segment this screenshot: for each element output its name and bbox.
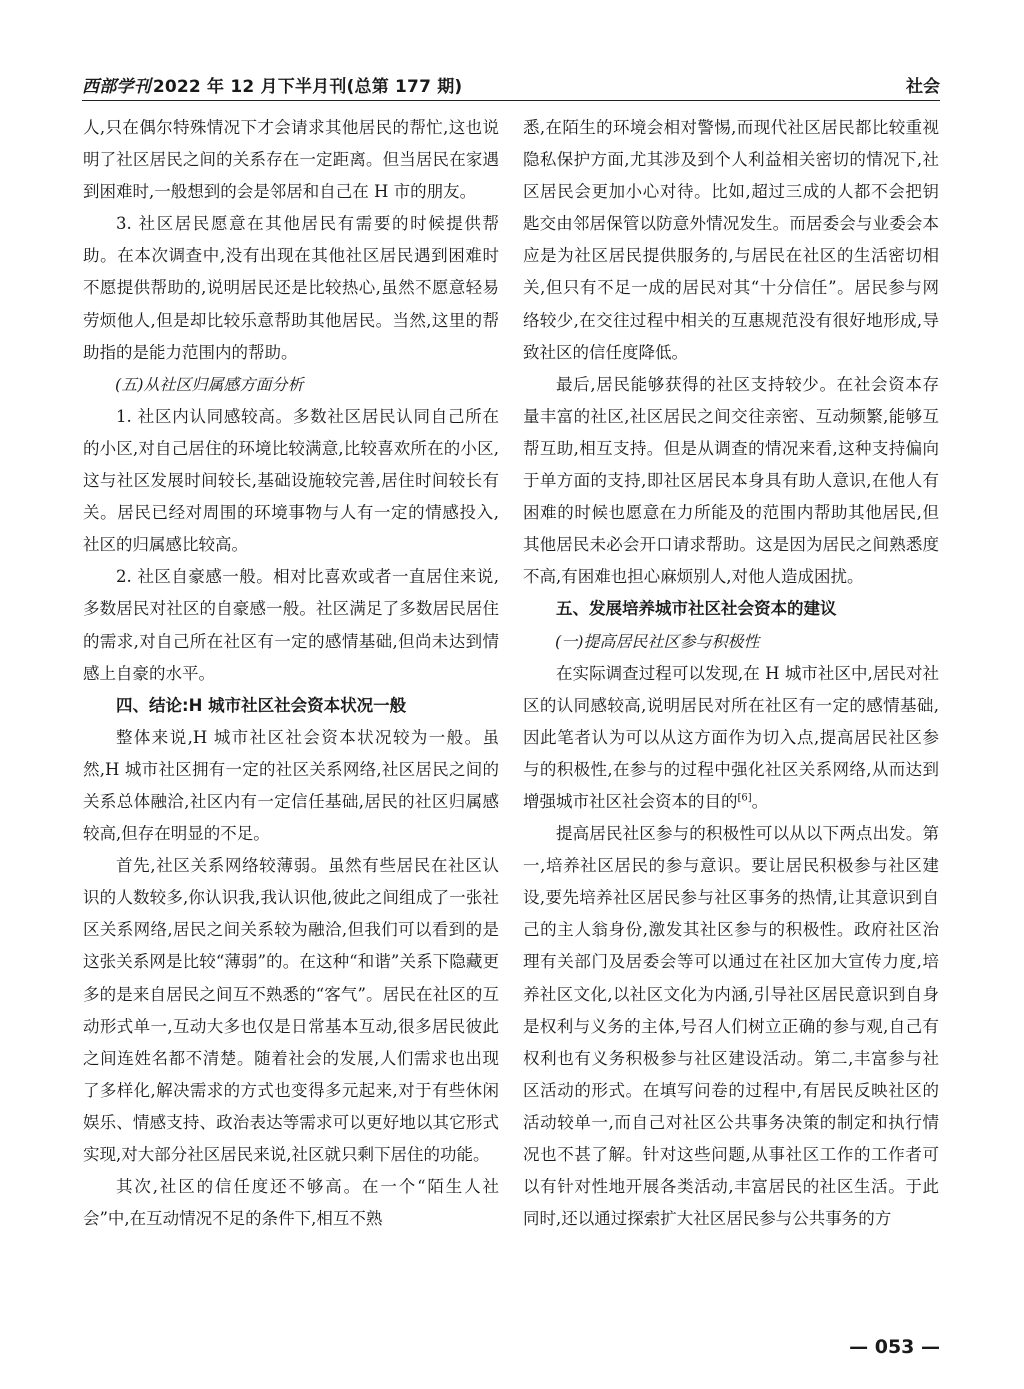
paragraph-text: 人,只在偶尔特殊情况下才会请求其他居民的帮忙,这也说明了社区居民之间的关系存在一定距离。但当居民在家遇到困难时,一般想到的会是邻居和自己在 H 市的朋友。 bbox=[83, 118, 499, 202]
paragraph-text: 1. 社区内认同感较高。多数社区居民认同自己所在的小区,对自己居住的环境比较满意,比较喜欢所在的小区,这与社区发展时间较长,基础设施较完善,居住时间较长有关。居民已经对周围的环境事物与人有一定的情感投入,社区的归属感比较高。 bbox=[83, 406, 499, 555]
right-column bbox=[523, 112, 939, 1308]
citation-ref: [6] bbox=[737, 792, 752, 804]
subsection-heading bbox=[83, 369, 499, 401]
paragraph-text: 悉,在陌生的环境会相对警惕,而现代社区居民都比较重视隐私保护方面,尤其涉及到个人利益相关密切的情况下,社区居民会更加小心对待。比如,超过三成的人都不会把钥匙交由邻居保管以防意外情况发生。而居委会与业委会本应是为社区居民提供服务的,与居民在社区的生活密切相关,但只有不足一成的居民对其“十分信任”。居民参与网络较少,在交往过程中相关的互惠规范没有很好地形成,导致社区的信任度降低。 bbox=[523, 118, 939, 362]
paragraph-text: 在实际调查过程可以发现,在 H 城市社区中,居民对社区的认同感较高,说明居民对所在社区有一定的感情基础,因此笔者认为可以从这方面作为切入点,提高居民社区参与的积极性,在参与的过程中强化社区关系网络,从而达到增强城市社区社会资本的目的 bbox=[523, 663, 939, 811]
issue-info: 2022 年 12 月下半月刊(总第 177 期) bbox=[152, 77, 463, 97]
body-paragraph bbox=[83, 208, 499, 368]
subsection-heading bbox=[523, 626, 939, 658]
section-heading bbox=[523, 593, 939, 625]
section-label: 社会 bbox=[906, 77, 940, 97]
paragraph-text: 整体来说,H 城市社区社会资本状况较为一般。虽然,H 城市社区拥有一定的社区关系网络,社区居民之间的关系总体融洽,社区内有一定信任基础,居民的社区归属感较高,但存在明显的不足。 bbox=[83, 727, 499, 844]
section-heading bbox=[83, 690, 499, 722]
header-rule bbox=[82, 100, 940, 101]
paragraph-text: 五、发展培养城市社区社会资本的建议 bbox=[556, 599, 837, 619]
paragraph-text: 首先,社区关系网络较薄弱。虽然有些居民在社区认识的人数较多,你认识我,我认识他,彼此之间组成了一张社区关系网络,居民之间关系较为融洽,但我们可以看到的是这张关系网是比较“薄弱”的。在这种“和谐”关系下隐藏更多的是来自居民之间互不熟悉的“客气”。居民在社区的互动形式单一,互动大多也仅是日常基本互动,很多居民彼此之间连姓名都不清楚。随着社会的发展,人们需求也出现了多样化,解决需求的方式也变得多元起来,对于有些休闲娱乐、情感支持、政治表达等需求可以更好地以其它形式实现,对大部分社区居民来说,社区就只剩下居住的功能。 bbox=[83, 856, 499, 1164]
paragraph-text: (一)提高居民社区参与积极性 bbox=[555, 631, 760, 651]
paragraph-text: 提高居民社区参与的积极性可以从以下两点出发。第一,培养社区居民的参与意识。要让居民积极参与社区建设,要先培养社区居民参与社区事务的热情,让其意识到自己的主人翁身份,激发其社区参与的积极性。政府社区治理有关部门及居委会等可以通过在社区加大宣传力度,培养社区文化,以社区文化为内涵,引导社区居民意识到自身是权利与义务的主体,号召人们树立正确的参与观,自己有权利也有义务积极参与社区建设活动。第二,丰富参与社区活动的形式。在填写问卷的过程中,有居民反映社区的活动较单一,而自己对社区公共事务决策的制定和执行情况也不甚了解。针对这些问题,从事社区工作的工作者可以有针对性地开展各类活动,丰富居民的社区生活。于此同时,还以通过探索扩大社区居民参与公共事务的方 bbox=[523, 824, 939, 1229]
body-paragraph bbox=[83, 722, 499, 850]
paragraph-text: 最后,居民能够获得的社区支持较少。在社会资本存量丰富的社区,社区居民之间交往亲密、互动频繁,能够互帮互助,相互支持。但是从调查的情况来看,这种支持偏向于单方面的支持,即社区居民本身具有助人意识,在他人有困难的时候也愿意在力所能及的范围内帮助其他居民,但其他居民未必会开口请求帮助。这是因为居民之间熟悉度不高,有困难也担心麻烦别人,对他人造成困扰。 bbox=[523, 374, 939, 587]
paragraph-text: 3. 社区居民愿意在其他居民有需要的时候提供帮助。在本次调查中,没有出现在其他社区居民遇到困难时不愿提供帮助的,说明居民还是比较热心,虽然不愿意轻易劳烦他人,但是却比较乐意帮助其他居民。当然,这里的帮助指的是能力范围内的帮助。 bbox=[83, 214, 499, 362]
running-header bbox=[82, 68, 940, 102]
paragraph-text: 2. 社区自豪感一般。相对比喜欢或者一直居住来说,多数居民对社区的自豪感一般。社区满足了多数居民居住的需求,对自己所在社区有一定的感情基础,但尚未达到情感上自豪的水平。 bbox=[83, 567, 499, 683]
body-paragraph bbox=[83, 112, 499, 208]
paragraph-text: 其次,社区的信任度还不够高。在一个“陌生人社会”中,在互动情况不足的条件下,相互不熟 bbox=[83, 1177, 499, 1229]
body-paragraph bbox=[523, 658, 939, 818]
body-paragraph bbox=[523, 112, 939, 369]
paragraph-text: (五)从社区归属感方面分析 bbox=[115, 374, 304, 394]
journal-logo: 西部学刊 bbox=[82, 77, 151, 97]
journal-header bbox=[82, 72, 462, 97]
body-paragraph bbox=[523, 369, 939, 594]
body-paragraph bbox=[83, 561, 499, 689]
left-column bbox=[83, 112, 499, 1308]
body-paragraph bbox=[523, 818, 939, 1235]
paragraph-tail: 。 bbox=[751, 791, 769, 811]
body-paragraph bbox=[83, 401, 499, 561]
body-paragraph bbox=[83, 850, 499, 1171]
paragraph-text: 四、结论:H 城市社区社会资本状况一般 bbox=[116, 695, 407, 715]
body-paragraph bbox=[83, 1171, 499, 1235]
page-number: — 053 — bbox=[849, 1336, 940, 1358]
